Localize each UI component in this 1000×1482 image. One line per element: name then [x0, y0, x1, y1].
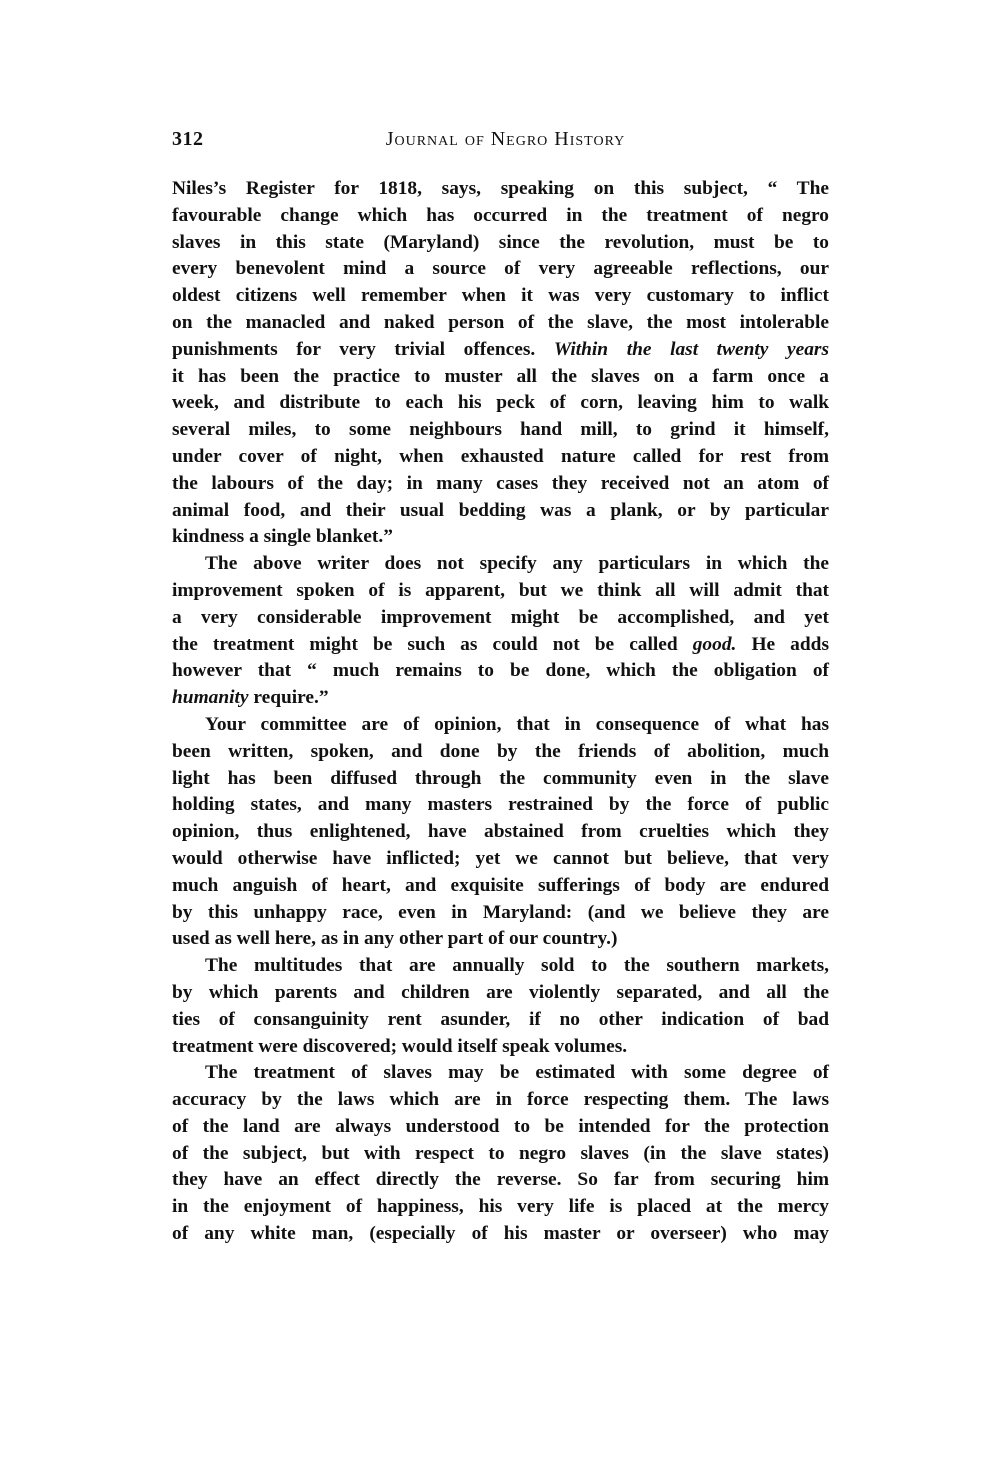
text-line: holding states, and many masters restrained by the force of public	[172, 794, 829, 816]
italic-emphasis: good.	[692, 633, 737, 655]
text-line: animal food, and their usual bedding was a plank, or by particular	[172, 499, 829, 521]
text-line: would otherwise have inflicted; yet we cannot but believe, that very	[172, 847, 829, 869]
text-line: favourable change which has occurred in the treatment of negro	[172, 204, 829, 226]
running-head	[172, 128, 829, 152]
text-line: used as well here, as in any other part of our country.)	[172, 928, 618, 950]
text-line: The above writer does not specify any particulars in which the	[205, 553, 829, 575]
text-run: punishments for very trivial offences.	[172, 338, 554, 360]
text-line: ties of consanguinity rent asunder, if no other indication of bad	[172, 1008, 829, 1030]
text-line: Your committee are of opinion, that in consequence of what has	[205, 713, 829, 735]
italic-emphasis: Within the last twenty years	[553, 338, 829, 360]
text-line: much anguish of heart, and exquisite sufferings of body are endured	[172, 874, 829, 896]
text-line: they have an effect directly the reverse. So far from securing him	[172, 1169, 829, 1191]
journal-title: Journal of Negro History	[385, 128, 626, 150]
text-line: The multitudes that are annually sold to the southern markets,	[205, 955, 829, 977]
text-line: kindness a single blanket.”	[172, 526, 393, 548]
paragraph-2	[172, 551, 829, 712]
text-line: on the manacled and naked person of the slave, the most intolerable	[172, 311, 829, 333]
text-line: the labours of the day; in many cases they received not an atom of	[172, 472, 829, 494]
text-line: of the subject, but with respect to negro slaves (in the slave states)	[172, 1142, 829, 1164]
text-line: however that “ much remains to be done, which the obligation of	[172, 660, 829, 682]
text-line: by which parents and children are violently separated, and all the	[172, 981, 829, 1003]
italic-emphasis: humanity	[172, 687, 249, 709]
paragraph-1	[172, 176, 829, 551]
text-line: The treatment of slaves may be estimated with some degree of	[205, 1062, 829, 1084]
text-line: Niles’s Register for 1818, says, speaking on this subject, “ The	[172, 178, 829, 199]
text-line: it has been the practice to muster all the slaves on a farm once a	[172, 365, 829, 387]
text-line: accuracy by the laws which are in force respecting them. The laws	[172, 1089, 829, 1111]
text-line: of the land are always understood to be intended for the protection	[172, 1115, 829, 1137]
text-line: by this unhappy race, even in Maryland: (and we believe they are	[172, 901, 829, 923]
text-line: slaves in this state (Maryland) since the revolution, must be to	[172, 231, 829, 253]
paragraph-4	[172, 953, 829, 1060]
text-line: every benevolent mind a source of very agreeable reflections, our	[172, 258, 829, 280]
text-run: the treatment might be such as could not be called	[172, 633, 693, 655]
paragraph-5	[172, 1060, 829, 1248]
text-line	[172, 632, 829, 659]
text-line: light has been diffused through the community even in the slave	[172, 767, 829, 789]
text-line: several miles, to some neighbours hand mill, to grind it himself,	[172, 419, 829, 441]
text-line: opinion, thus enlightened, have abstained from cruelties which they	[172, 821, 829, 843]
body-text	[172, 176, 829, 1248]
paragraph-3	[172, 712, 829, 953]
text-line: treatment were discovered; would itself speak volumes.	[172, 1035, 628, 1057]
page-number: 312	[172, 128, 204, 150]
text-line	[172, 337, 829, 364]
text-line	[172, 685, 829, 712]
text-line: week, and distribute to each his peck of corn, leaving him to walk	[172, 392, 829, 414]
text-run: require.”	[248, 687, 329, 709]
text-line: a very considerable improvement might be accomplished, and yet	[172, 606, 829, 628]
text-line: been written, spoken, and done by the friends of abolition, much	[172, 740, 829, 762]
text-run: He adds	[751, 633, 829, 655]
text-line: under cover of night, when exhausted nature called for rest from	[172, 445, 829, 467]
text-line: of any white man, (especially of his master or overseer) who may	[172, 1223, 829, 1245]
text-line: in the enjoyment of happiness, his very life is placed at the mercy	[172, 1196, 829, 1218]
text-line: oldest citizens well remember when it was very customary to inflict	[172, 285, 829, 307]
text-line: improvement spoken of is apparent, but we think all will admit that	[172, 579, 829, 601]
